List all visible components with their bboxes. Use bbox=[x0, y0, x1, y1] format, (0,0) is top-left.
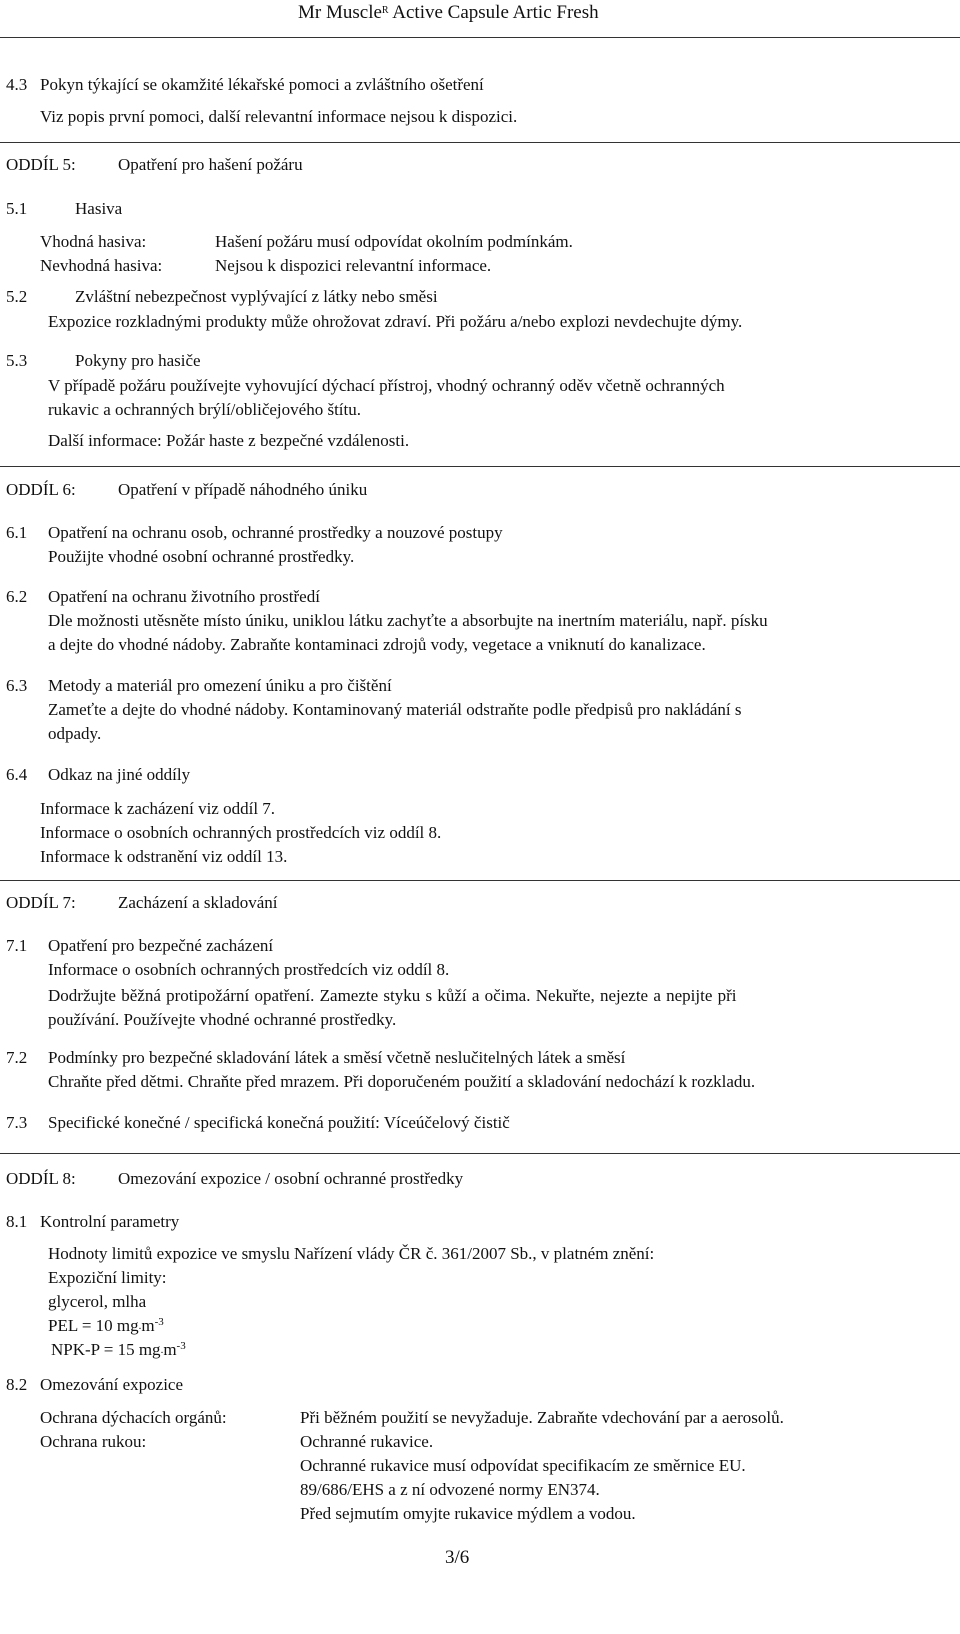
npk-text: NPK-P = 15 mg bbox=[51, 1340, 161, 1359]
field-value: Při běžném použití se nevyžaduje. Zabraňte vdechování par a aerosolů. bbox=[300, 1408, 784, 1427]
exposure-limit-pel bbox=[48, 1316, 164, 1336]
subsection-title: Opatření pro bezpečné zacházení bbox=[48, 936, 274, 955]
section-label: ODDÍL 7: bbox=[6, 893, 76, 912]
section-text: používání. Používejte vhodné ochranné prostředky. bbox=[48, 1010, 397, 1029]
section-text: glycerol, mlha bbox=[48, 1292, 147, 1311]
field-value: Před sejmutím omyjte rukavice mýdlem a vodou. bbox=[300, 1504, 636, 1523]
subsection-number: 8.2 bbox=[6, 1375, 28, 1394]
section-heading: Opatření pro hašení požáru bbox=[118, 155, 303, 174]
section-text: Expozice rozkladnými produkty může ohrožovat zdraví. Při požáru a/nebo explozi nevdechujte dýmy. bbox=[48, 312, 743, 331]
section-text: Informace o osobních ochranných prostředcích viz oddíl 8. bbox=[40, 823, 442, 842]
section-text: Použijte vhodné osobní ochranné prostředky. bbox=[48, 547, 355, 566]
section-text: Chraňte před dětmi. Chraňte před mrazem. Při doporučeném použití a skladování nedochází k rozkladu. bbox=[48, 1072, 756, 1091]
section-text: Informace o osobních ochranných prostředcích viz oddíl 8. bbox=[48, 960, 450, 979]
section-number: 4.3 bbox=[6, 75, 28, 94]
section-text: Hodnoty limitů expozice ve smyslu Nařízení vlády ČR č. 361/2007 Sb., v platném znění: bbox=[48, 1244, 655, 1263]
section-text: V případě požáru používejte vyhovující dýchací přístroj, vhodný ochranný oděv včetně ochranných bbox=[48, 376, 725, 395]
subsection-number: 6.4 bbox=[6, 765, 28, 784]
section-divider bbox=[0, 466, 960, 467]
pel-unit: m bbox=[141, 1316, 155, 1335]
subsection-title: Odkaz na jiné oddíly bbox=[48, 765, 191, 784]
subsection-title: Specifické konečné / specifická konečná použití: Víceúčelový čistič bbox=[48, 1113, 510, 1132]
registered-mark: R bbox=[381, 5, 389, 16]
section-heading: Omezování expozice / osobní ochranné prostředky bbox=[118, 1169, 464, 1188]
field-label: Vhodná hasiva: bbox=[40, 232, 147, 251]
subsection-title: Kontrolní parametry bbox=[40, 1212, 180, 1231]
field-value: Hašení požáru musí odpovídat okolním podmínkám. bbox=[215, 232, 573, 251]
subsection-title: Opatření na ochranu životního prostředí bbox=[48, 587, 320, 606]
subsection-title: Podmínky pro bezpečné skladování látek a směsí včetně neslučitelných látek a směsí bbox=[48, 1048, 626, 1067]
subsection-title: Metody a materiál pro omezení úniku a pro čištění bbox=[48, 676, 392, 695]
pel-exponent: -3 bbox=[154, 1316, 164, 1328]
subsection-number: 5.1 bbox=[6, 199, 28, 218]
section-text: Viz popis první pomoci, další relevantní informace nejsou k dispozici. bbox=[40, 107, 518, 126]
section-text: Další informace: Požár haste z bezpečné vzdálenosti. bbox=[48, 431, 410, 450]
pel-dot: . bbox=[138, 1320, 142, 1332]
header-title: Mr Muscle bbox=[298, 2, 382, 23]
subsection-number: 6.2 bbox=[6, 587, 28, 606]
section-text: a dejte do vhodné nádoby. Zabraňte kontaminaci zdrojů vody, vegetace a vniknutí do kanalizace. bbox=[48, 635, 706, 654]
section-heading: Zacházení a skladování bbox=[118, 893, 278, 912]
section-divider bbox=[0, 880, 960, 881]
section-label: ODDÍL 8: bbox=[6, 1169, 76, 1188]
field-value: 89/686/EHS a z ní odvozené normy EN374. bbox=[300, 1480, 600, 1499]
npk-exponent: -3 bbox=[176, 1340, 186, 1352]
npk-dot: . bbox=[160, 1344, 164, 1356]
subsection-title: Omezování expozice bbox=[40, 1375, 184, 1394]
section-label: ODDÍL 6: bbox=[6, 480, 76, 499]
subsection-number: 5.3 bbox=[6, 351, 28, 370]
section-text: Dle možnosti utěsněte místo úniku, uniklou látku zachyťte a absorbujte na inertním materiálu, např. písku bbox=[48, 611, 768, 630]
section-text: Zameťte a dejte do vhodné nádoby. Kontaminovaný materiál odstraňte podle předpisů pro nakládání s bbox=[48, 700, 742, 719]
subsection-number: 5.2 bbox=[6, 287, 28, 306]
section-title: Pokyn týkající se okamžité lékařské pomoci a zvláštního ošetření bbox=[40, 75, 484, 94]
field-label: Ochrana dýchacích orgánů: bbox=[40, 1408, 227, 1427]
subsection-title: Opatření na ochranu osob, ochranné prostředky a nouzové postupy bbox=[48, 523, 503, 542]
section-text: Informace k odstranění viz oddíl 13. bbox=[40, 847, 288, 866]
section-text: rukavic a ochranných brýlí/obličejového štítu. bbox=[48, 400, 361, 419]
subsection-title: Hasiva bbox=[75, 199, 123, 218]
field-value: Nejsou k dispozici relevantní informace. bbox=[215, 256, 492, 275]
header-title-suffix: Active Capsule Artic Fresh bbox=[388, 2, 599, 23]
pel-text: PEL = 10 mg bbox=[48, 1316, 139, 1335]
document-header bbox=[298, 3, 599, 23]
field-value: Ochranné rukavice musí odpovídat specifikacím ze směrnice EU. bbox=[300, 1456, 746, 1475]
subsection-number: 7.1 bbox=[6, 936, 28, 955]
subsection-title: Zvláštní nebezpečnost vyplývající z látky nebo směsi bbox=[75, 287, 438, 306]
field-label: Ochrana rukou: bbox=[40, 1432, 147, 1451]
section-heading: Opatření v případě náhodného úniku bbox=[118, 480, 368, 499]
subsection-number: 6.3 bbox=[6, 676, 28, 695]
section-text: odpady. bbox=[48, 724, 102, 743]
npk-unit: m bbox=[163, 1340, 177, 1359]
section-text: Expoziční limity: bbox=[48, 1268, 167, 1287]
subsection-number: 8.1 bbox=[6, 1212, 28, 1231]
subsection-title: Pokyny pro hasiče bbox=[75, 351, 201, 370]
section-label: ODDÍL 5: bbox=[6, 155, 76, 174]
section-divider bbox=[0, 1153, 960, 1154]
field-value: Ochranné rukavice. bbox=[300, 1432, 434, 1451]
field-label: Nevhodná hasiva: bbox=[40, 256, 163, 275]
subsection-number: 7.3 bbox=[6, 1113, 28, 1132]
section-text: Dodržujte běžná protipožární opatření. Zamezte styku s kůží a očima. Nekuřte, nejezte a nepijte při bbox=[48, 986, 737, 1005]
subsection-number: 6.1 bbox=[6, 523, 28, 542]
subsection-number: 7.2 bbox=[6, 1048, 28, 1067]
section-text: Informace k zacházení viz oddíl 7. bbox=[40, 799, 276, 818]
page-number: 3/6 bbox=[445, 1547, 470, 1568]
header-rule bbox=[0, 37, 960, 38]
exposure-limit-npk bbox=[51, 1340, 186, 1360]
section-divider bbox=[0, 142, 960, 143]
